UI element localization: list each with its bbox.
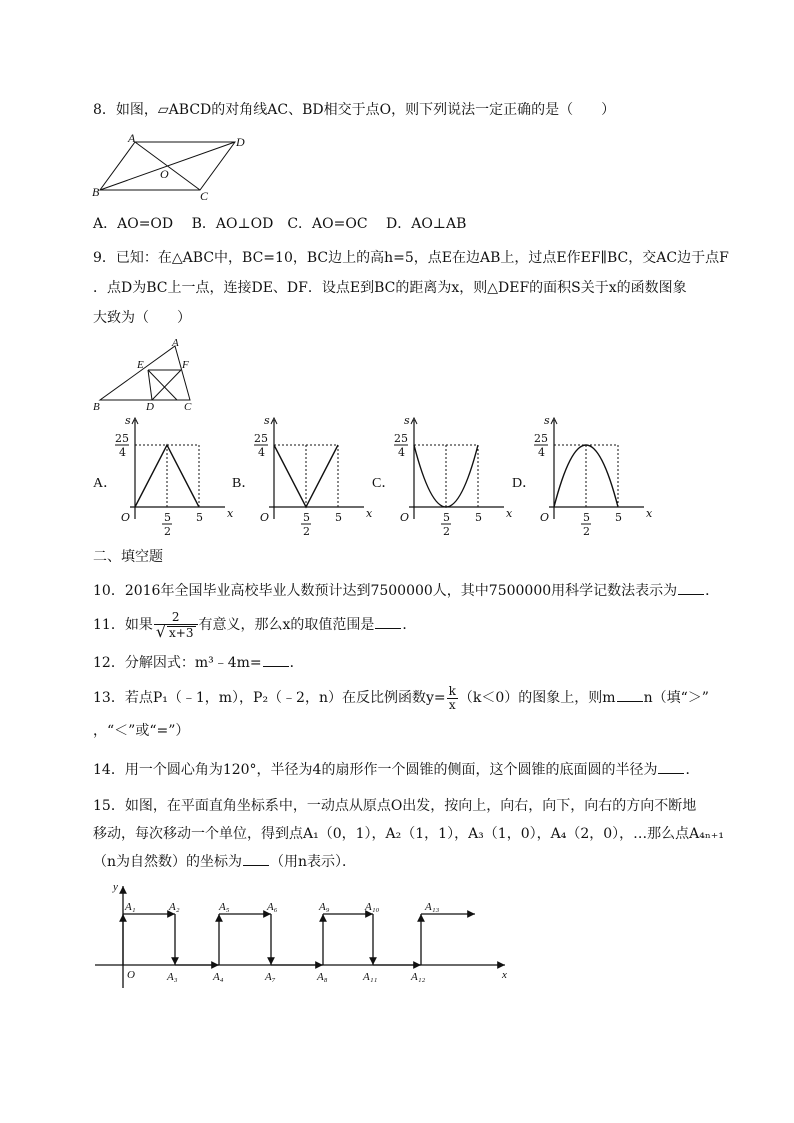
q13 bbox=[93, 683, 709, 713]
x-tick-numerator: 5 bbox=[303, 511, 310, 524]
q8-label-c: C bbox=[200, 189, 209, 202]
q9-label-f: F bbox=[182, 359, 189, 371]
q14-end: ． bbox=[685, 762, 700, 778]
axis-label-x: x bbox=[366, 507, 373, 520]
axis-label-s: s bbox=[125, 414, 131, 427]
x-tick-numerator: 5 bbox=[164, 511, 171, 524]
q9-graph-downward-parabola bbox=[526, 412, 656, 542]
q9-graph-v bbox=[246, 412, 376, 542]
q8-label-o: O bbox=[160, 167, 169, 181]
q15-label-a11: A₁₁ bbox=[363, 971, 378, 983]
q9-graph-triangle bbox=[107, 412, 237, 542]
y-tick-denominator: 4 bbox=[119, 446, 126, 459]
origin-label: O bbox=[260, 511, 270, 524]
q9-graph-upward-parabola bbox=[386, 412, 516, 542]
q9-label-a: A bbox=[172, 338, 179, 349]
q12-blank[interactable] bbox=[263, 654, 289, 667]
q12 bbox=[93, 654, 304, 672]
section-title: 二、填空题 bbox=[93, 549, 163, 565]
y-tick-denominator: 4 bbox=[258, 446, 265, 459]
q15-label-a8: A₈ bbox=[317, 971, 328, 983]
q15-label-x: x bbox=[502, 969, 507, 981]
q12-end: ． bbox=[289, 655, 304, 671]
q13-line2: ，“＜”或“=”） bbox=[93, 723, 190, 739]
q11-fraction bbox=[154, 611, 198, 640]
sqrt-icon: √ bbox=[155, 621, 167, 641]
q15-label-a7: A₇ bbox=[265, 971, 276, 983]
x-tick-end: 5 bbox=[335, 511, 342, 524]
axis-label-x: x bbox=[646, 507, 653, 520]
x-tick-end: 5 bbox=[475, 511, 482, 524]
q8-parallelogram-figure bbox=[90, 132, 250, 202]
q9-triangle-figure bbox=[90, 338, 200, 413]
axis-label-x: x bbox=[227, 507, 234, 520]
q13-mid: （k＜0）的图象上，则m bbox=[458, 690, 616, 706]
x-tick-denominator: 2 bbox=[443, 525, 450, 538]
x-tick-numerator: 5 bbox=[443, 511, 450, 524]
q15-label-a4: A₄ bbox=[213, 971, 224, 983]
y-tick-denominator: 4 bbox=[398, 446, 405, 459]
q9-option-letter: A． bbox=[93, 476, 118, 491]
q11-post: 有意义，那么x的取值范围是 bbox=[198, 617, 375, 633]
q15-blank[interactable] bbox=[243, 853, 269, 866]
q15-path-figure bbox=[95, 880, 520, 990]
x-tick-end: 5 bbox=[615, 511, 622, 524]
y-tick-numerator: 25 bbox=[534, 432, 548, 445]
q11-blank[interactable] bbox=[375, 616, 401, 629]
q15-line3-pre: （n为自然数）的坐标为 bbox=[93, 854, 243, 870]
y-tick-numerator: 25 bbox=[394, 432, 408, 445]
y-tick-numerator: 25 bbox=[115, 432, 129, 445]
axis-label-s: s bbox=[264, 414, 270, 427]
x-tick-denominator: 2 bbox=[164, 525, 171, 538]
q11-end: ． bbox=[402, 617, 417, 633]
q15-label-a12: A₁₂ bbox=[411, 971, 426, 983]
q8-label-d: D bbox=[236, 135, 245, 149]
q9-label-b: B bbox=[93, 401, 100, 413]
q15-label-a13: A₁₃ bbox=[425, 901, 440, 913]
y-tick-denominator: 4 bbox=[538, 446, 545, 459]
q11 bbox=[93, 610, 416, 640]
q15-line3 bbox=[93, 853, 356, 871]
q8-label-b: B bbox=[92, 185, 100, 199]
x-tick-end: 5 bbox=[196, 511, 203, 524]
q15-label-a9: A₉ bbox=[319, 901, 330, 913]
q14-text: 14．用一个圆心角为120°，半径为4的扇形作一个圆锥的侧面，这个圆锥的底面圆的半径为 bbox=[93, 762, 658, 778]
q13-numerator: k bbox=[448, 683, 456, 698]
q9-option-letter: B． bbox=[232, 476, 256, 491]
axis-label-x: x bbox=[506, 507, 513, 520]
q10-end: ． bbox=[705, 583, 720, 599]
origin-label: O bbox=[400, 511, 410, 524]
q14 bbox=[93, 761, 699, 779]
x-tick-denominator: 2 bbox=[583, 525, 590, 538]
q11-radicand: x+3 bbox=[169, 625, 194, 640]
origin-label: O bbox=[540, 511, 550, 524]
q9-option-letter: C． bbox=[372, 476, 396, 491]
q10-blank[interactable] bbox=[678, 582, 704, 595]
q10 bbox=[93, 582, 719, 600]
axis-label-s: s bbox=[404, 414, 410, 427]
q15-label-a10: A₁₀ bbox=[365, 901, 380, 913]
q12-pre: 12．分解因式：m³﹣4m= bbox=[93, 655, 262, 671]
q10-text: 10．2016年全国毕业高校毕业人数预计达到7500000人，其中7500000用科学记数法表示为 bbox=[93, 583, 678, 599]
q13-pre: 13．若点P₁（﹣1，m），P₂（﹣2，n）在反比例函数y= bbox=[93, 690, 446, 706]
axis-label-s: s bbox=[544, 414, 550, 427]
q11-numerator: 2 bbox=[154, 611, 198, 625]
origin-label: O bbox=[121, 511, 131, 524]
x-tick-denominator: 2 bbox=[303, 525, 310, 538]
q15-label-y: y bbox=[113, 881, 118, 893]
q15-line2: 移动，每次移动一个单位，得到点A₁（0，1），A₂（1，1），A₃（1，0），A₄（2，0），…那么点A₄ₙ₊₁ bbox=[93, 826, 724, 842]
x-tick-numerator: 5 bbox=[583, 511, 590, 524]
q8-options: A．AO=OD B．AO⊥OD C．AO=OC D．AO⊥AB bbox=[93, 216, 467, 232]
q8-stem: 8．如图，▱ABCD的对角线AC、BD相交于点O，则下列说法一定正确的是（ ） bbox=[93, 102, 616, 118]
q13-post: n（填“＞” bbox=[643, 690, 709, 706]
q15-label-o: O bbox=[127, 969, 135, 981]
q15-label-a6: A₆ bbox=[267, 901, 278, 913]
q15-label-a2: A₂ bbox=[169, 901, 180, 913]
q9-stem-3: 大致为（ ） bbox=[93, 310, 191, 326]
q9-label-e: E bbox=[137, 359, 144, 371]
q15-line3-post: （用n表示）． bbox=[270, 854, 357, 870]
y-tick-numerator: 25 bbox=[254, 432, 268, 445]
q9-label-d: D bbox=[146, 401, 154, 413]
q14-blank[interactable] bbox=[658, 761, 684, 774]
q15-label-a3: A₃ bbox=[167, 971, 178, 983]
q8-label-a: A bbox=[128, 132, 136, 145]
q13-fraction bbox=[447, 685, 458, 712]
q9-stem-2: ．点D为BC上一点，连接DE、DF．设点E到BC的距离为x，则△DEF的面积S关于x的函数图象 bbox=[93, 280, 687, 296]
q15-label-a1: A₁ bbox=[125, 901, 136, 913]
q15-label-a5: A₅ bbox=[219, 901, 230, 913]
q9-label-c: C bbox=[184, 401, 192, 413]
q13-blank[interactable] bbox=[617, 689, 643, 702]
q13-denominator: x bbox=[448, 697, 456, 712]
q9-option-letter: D． bbox=[512, 476, 537, 491]
q11-pre: 11．如果 bbox=[93, 617, 153, 633]
q15-line1: 15．如图，在平面直角坐标系中，一动点从原点O出发，按向上，向右，向下，向右的方向不断地 bbox=[93, 798, 697, 814]
q9-stem-1: 9．已知：在△ABC中，BC=10，BC边上的高h=5，点E在边AB上，过点E作EF∥BC，交AC边于点F bbox=[93, 250, 729, 266]
